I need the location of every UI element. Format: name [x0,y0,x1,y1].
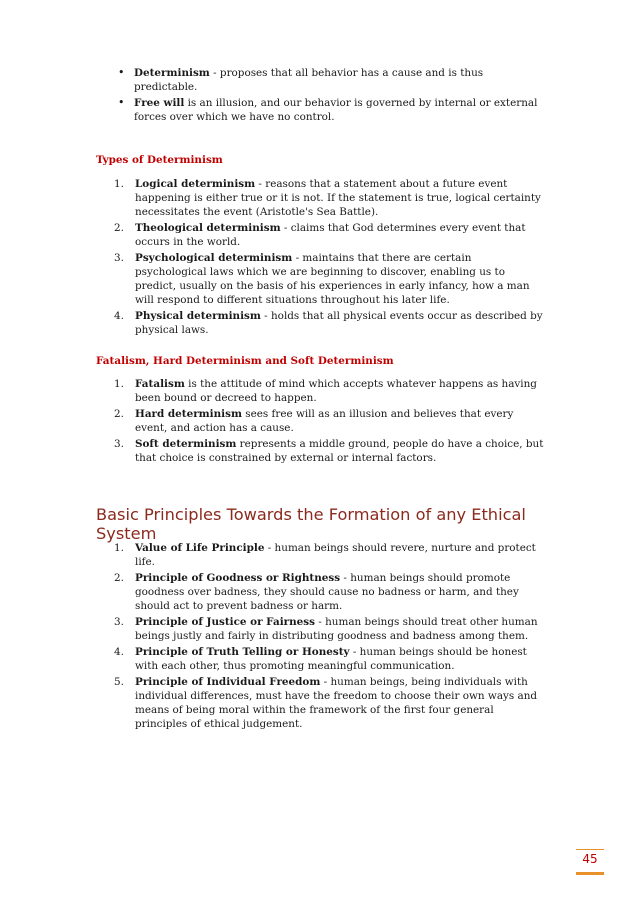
item-number: 3. [114,438,124,450]
definition: - claims that God determines every event that occurs in the world. [135,222,526,248]
term: Theological determinism [135,222,281,234]
page-number-rule-top [576,849,604,850]
list-item [96,437,546,465]
fatalism-heading: Fatalism, Hard Determinism and Soft Determinism [96,355,394,367]
item-number: 5. [114,676,124,688]
item-number: 2. [114,572,124,584]
list-item [96,251,546,307]
definition: - reasons that a statement about a future event happening is either true or it is not. If the statement is true, logical certainty necessitates the event (Aristotle's Sea Battle). [135,178,541,218]
list-item [96,645,546,673]
term: Fatalism [135,378,185,390]
item-number: 2. [114,222,124,234]
definition: - maintains that there are certain psychological laws which we are beginning to discover, enabling us to predict, usually on the basis of his experiences in early infancy, how a man will respond to different situations throughout his later life. [135,252,530,306]
term: Physical determinism [135,310,261,322]
definition: represents a middle ground, people do have a choice, but that choice is constrained by external or internal factors. [135,438,544,464]
list-item [96,177,546,219]
list-item [96,66,546,94]
term: Principle of Justice or Fairness [135,616,315,628]
list-item [96,571,546,613]
item-number: 3. [114,616,124,628]
list-item [96,675,546,731]
item-number: 2. [114,408,124,420]
principles-heading: Basic Principles Towards the Formation of any Ethical System [96,505,526,543]
intro-bullet-list [96,66,546,126]
definition: - proposes that all behavior has a cause and is thus predictable. [134,67,484,93]
term: Soft determinism [135,438,237,450]
item-number: 4. [114,646,124,658]
term: Psychological determinism [135,252,293,264]
term: Free will [134,97,185,109]
definition: - human beings should be honest with each other, thus promoting meaningful communication. [135,646,527,672]
list-item [96,96,546,124]
term: Principle of Individual Freedom [135,676,321,688]
page-number: 45 [582,852,598,866]
principles-list [96,541,546,733]
term: Determinism [134,67,210,79]
definition: - holds that all physical events occur as described by physical laws. [135,310,543,336]
term: Principle of Goodness or Rightness [135,572,341,584]
list-item [96,377,546,405]
types-heading: Types of Determinism [96,154,223,166]
item-number: 4. [114,310,124,322]
item-number: 1. [114,378,124,390]
definition: sees free will as an illusion and believes that every event, and action has a cause. [135,408,514,434]
bullet-icon: • [118,96,125,109]
term: Logical determinism [135,178,256,190]
fatalism-list [96,377,546,467]
definition: is the attitude of mind which accepts whatever happens as having been bound or decreed to happen. [135,378,537,404]
definition: is an illusion, and our behavior is governed by internal or external forces over which we have no control. [134,97,538,123]
term: Value of Life Principle [135,542,265,554]
definition: - human beings should treat other human beings justly and fairly in distributing goodness and badness among them. [135,616,538,642]
definition: - human beings, being individuals with individual differences, must have the freedom to choose their own ways and means of being moral within the framework of the first four general principles of ethical judgement. [135,676,538,730]
item-number: 3. [114,252,124,264]
list-item [96,221,546,249]
list-item [96,407,546,435]
bullet-icon: • [118,66,125,79]
term: Principle of Truth Telling or Honesty [135,646,350,658]
definition: - human beings should promote goodness over badness, they should cause no badness or harm, and they should act to prevent badness or harm. [135,572,519,612]
item-number: 1. [114,178,124,190]
types-list [96,177,546,339]
list-item [96,541,546,569]
definition: - human beings should revere, nurture and protect life. [135,542,536,568]
list-item [96,309,546,337]
page-number-rule [576,872,604,875]
item-number: 1. [114,542,124,554]
list-item [96,615,546,643]
term: Hard determinism [135,408,242,420]
